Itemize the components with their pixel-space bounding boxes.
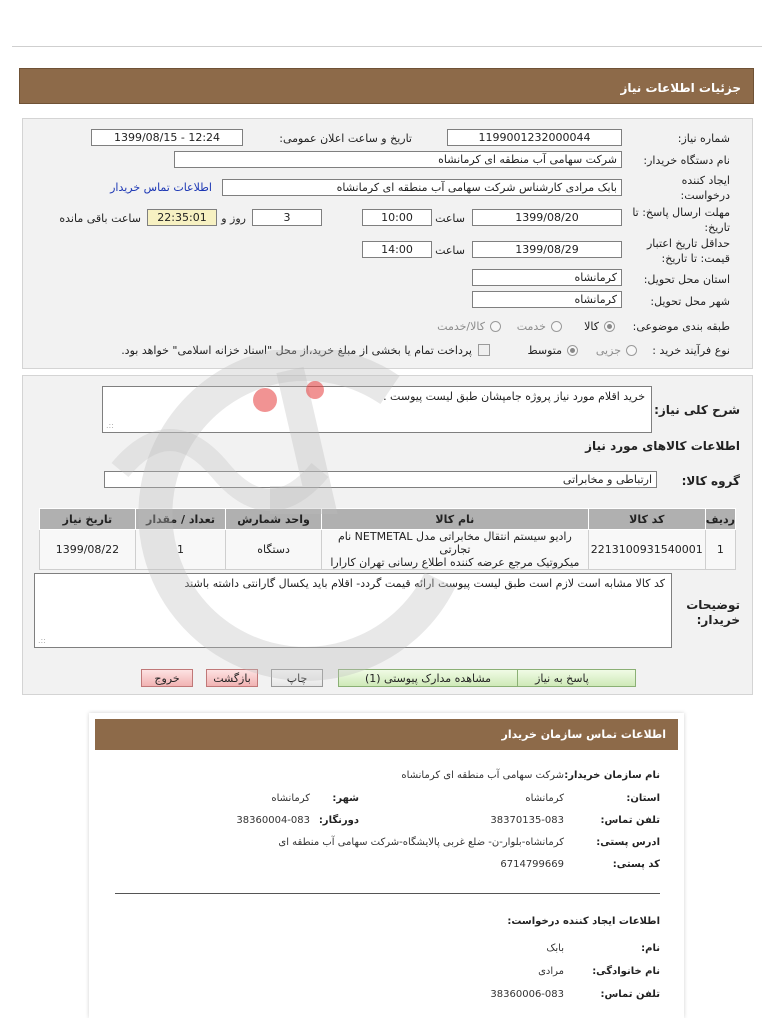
remaining-label: ساعت باقی مانده xyxy=(59,212,141,225)
buyer-notes-label-2: خریدار: xyxy=(696,613,740,627)
province-field: کرمانشاه xyxy=(472,269,622,286)
days-field: 3 xyxy=(252,209,322,226)
radio-icon[interactable] xyxy=(551,321,562,332)
table-row[interactable] xyxy=(40,530,736,570)
fax-label: دورنگار: xyxy=(318,815,359,826)
address-label: ادرس پستی: xyxy=(596,837,660,848)
buyer-notes-label-1: توضیحات xyxy=(686,598,740,612)
validity-time-field: 14:00 xyxy=(362,241,432,258)
radio-icon[interactable] xyxy=(490,321,501,332)
cell-date: 1399/08/22 xyxy=(40,530,136,570)
need-details-panel xyxy=(22,375,753,695)
print-button[interactable]: چاپ xyxy=(271,669,323,687)
resize-grip-icon[interactable]: .:: xyxy=(106,421,114,430)
announce-datetime-field: 1399/08/15 - 12:24 xyxy=(91,129,243,146)
buyer-notes-textarea xyxy=(34,573,672,648)
category-goods-label: کالا xyxy=(584,320,599,333)
process-minor-label: جزیی xyxy=(595,344,621,357)
buyer-contact-card xyxy=(89,713,684,1018)
announce-label: تاریخ و ساعت اعلان عمومی: xyxy=(279,132,412,145)
buyer-contact-link[interactable]: اطلاعات تماس خریدار xyxy=(110,181,212,194)
remaining-time-field: 22:35:01 xyxy=(147,209,217,226)
need-number-field: 1199001232000044 xyxy=(447,129,622,146)
validity-time-label: ساعت xyxy=(435,244,465,257)
category-service-label: خدمت xyxy=(516,320,546,333)
family-value: مرادی xyxy=(538,966,564,977)
back-button[interactable]: بازگشت xyxy=(206,669,258,687)
buyer-org-field: شرکت سهامی آب منطقه ای کرمانشاه xyxy=(174,151,622,168)
cell-qty: 1 xyxy=(135,530,225,570)
province-label: استان محل تحویل: xyxy=(643,273,730,286)
process-label: نوع فرآیند خرید : xyxy=(652,344,730,357)
buyer-notes-text: کد کالا مشابه است لازم است طبق لیست پیوست ارائه قیمت گردد- اقلام باید یکسال گارانتی داشته باشند xyxy=(184,577,665,590)
postal-label: کد پستی: xyxy=(612,859,660,870)
postal-value: 6714799669 xyxy=(500,859,564,870)
org-value: شرکت سهامی آب منطقه ای کرمانشاه xyxy=(401,770,564,781)
cell-name xyxy=(321,530,588,570)
cell-unit: دستگاه xyxy=(226,530,322,570)
cell-code: 2213100931540001 xyxy=(588,530,705,570)
phone-value: 38370135-083 xyxy=(490,815,564,826)
days-label: روز و xyxy=(221,212,246,225)
checkbox-icon[interactable] xyxy=(478,344,490,356)
creator-phone-value: 38360006-083 xyxy=(490,989,564,1000)
creator-title: اطلاعات ایجاد کننده درخواست: xyxy=(507,916,660,927)
col-qty: تعداد / مقدار xyxy=(135,509,225,530)
summary-textarea xyxy=(102,386,652,433)
name-value: بابک xyxy=(546,943,564,954)
city-label: شهر: xyxy=(332,793,359,804)
goods-group-field: ارتباطی و مخابراتی xyxy=(104,471,657,488)
contact-card-title: اطلاعات تماس سازمان خریدار xyxy=(501,728,666,741)
province-value: کرمانشاه xyxy=(525,793,564,804)
goods-info-title: اطلاعات کالاهای مورد نیاز xyxy=(585,439,740,453)
attachments-button[interactable]: مشاهده مدارک پیوستی (1) xyxy=(338,669,518,687)
reply-button[interactable]: پاسخ به نیاز xyxy=(488,669,636,687)
radio-icon[interactable] xyxy=(567,345,578,356)
city-value: کرمانشاه xyxy=(271,793,310,804)
family-label: نام خانوادگی: xyxy=(592,966,660,977)
address-value: کرمانشاه-بلوار-ن- ضلع غربی پالایشگاه-شرکت سهامی آب منطقه ای xyxy=(278,837,564,848)
col-unit: واحد شمارش xyxy=(226,509,322,530)
card-divider xyxy=(115,893,660,894)
reply-time-field: 10:00 xyxy=(362,209,432,226)
reply-time-label: ساعت xyxy=(435,212,465,225)
payment-note: پرداخت تمام یا بخشی از مبلغ خرید،از محل "اسناد خزانه اسلامی" خواهد بود. xyxy=(121,344,472,357)
page-title: جزئیات اطلاعات نیاز xyxy=(620,81,741,95)
page-header xyxy=(19,68,754,104)
name-label: نام: xyxy=(641,943,660,954)
resize-grip-icon[interactable]: .:: xyxy=(38,636,46,645)
cell-name-line2: میکروتیک مرجع عرضه کننده اطلاع رسانی تهران کارارا xyxy=(330,556,580,569)
fax-value: 38360004-083 xyxy=(236,815,310,826)
category-label: طبقه بندی موضوعی: xyxy=(632,320,730,333)
validity-date-field: 1399/08/29 xyxy=(472,241,622,258)
city-field: کرمانشاه xyxy=(472,291,622,308)
radio-icon[interactable] xyxy=(604,321,615,332)
creator-field: بابک مرادی کارشناس شرکت سهامی آب منطقه ای کرمانشاه xyxy=(222,179,622,196)
reply-deadline-label-2: تاریخ: xyxy=(704,221,730,234)
top-divider xyxy=(12,46,762,47)
goods-table xyxy=(39,508,736,570)
creator-phone-label: تلفن تماس: xyxy=(600,989,660,1000)
province-label: استان: xyxy=(626,793,660,804)
radio-icon[interactable] xyxy=(626,345,637,356)
city-label: شهر محل تحویل: xyxy=(650,295,730,308)
exit-button[interactable]: خروج xyxy=(141,669,193,687)
summary-text: خرید اقلام مورد نیاز پروژه جامپشان طبق لیست پیوست . xyxy=(383,390,645,403)
reply-date-field: 1399/08/20 xyxy=(472,209,622,226)
validity-label-2: قیمت: تا تاریخ: xyxy=(661,252,730,265)
need-info-panel xyxy=(22,118,753,369)
contact-card-header xyxy=(95,719,678,750)
category-goods-service-label: کالا/خدمت xyxy=(437,320,485,333)
col-code: کد کالا xyxy=(588,509,705,530)
need-number-label: شماره نیاز: xyxy=(677,132,730,145)
phone-label: تلفن تماس: xyxy=(600,815,660,826)
creator-label-2: درخواست: xyxy=(680,189,730,202)
org-label: نام سازمان خریدار: xyxy=(564,770,660,781)
buyer-org-label: نام دستگاه خریدار: xyxy=(643,154,730,167)
col-row: ردیف xyxy=(705,509,735,530)
goods-group-label: گروه کالا: xyxy=(681,474,740,488)
table-header-row xyxy=(40,509,736,530)
cell-row: 1 xyxy=(705,530,735,570)
col-name: نام کالا xyxy=(321,509,588,530)
validity-label-1: حداقل تاریخ اعتبار xyxy=(646,237,730,250)
reply-deadline-label-1: مهلت ارسال پاسخ: تا xyxy=(632,206,730,219)
cell-name-line1: رادیو سیستم انتقال مخابراتی مدل NETMETAL نام تجارتی xyxy=(337,530,572,556)
col-date: تاریخ نیاز xyxy=(40,509,136,530)
creator-label-1: ایجاد کننده xyxy=(681,174,730,187)
process-medium-label: متوسط xyxy=(527,344,562,357)
summary-label: شرح کلی نیاز: xyxy=(654,403,740,417)
